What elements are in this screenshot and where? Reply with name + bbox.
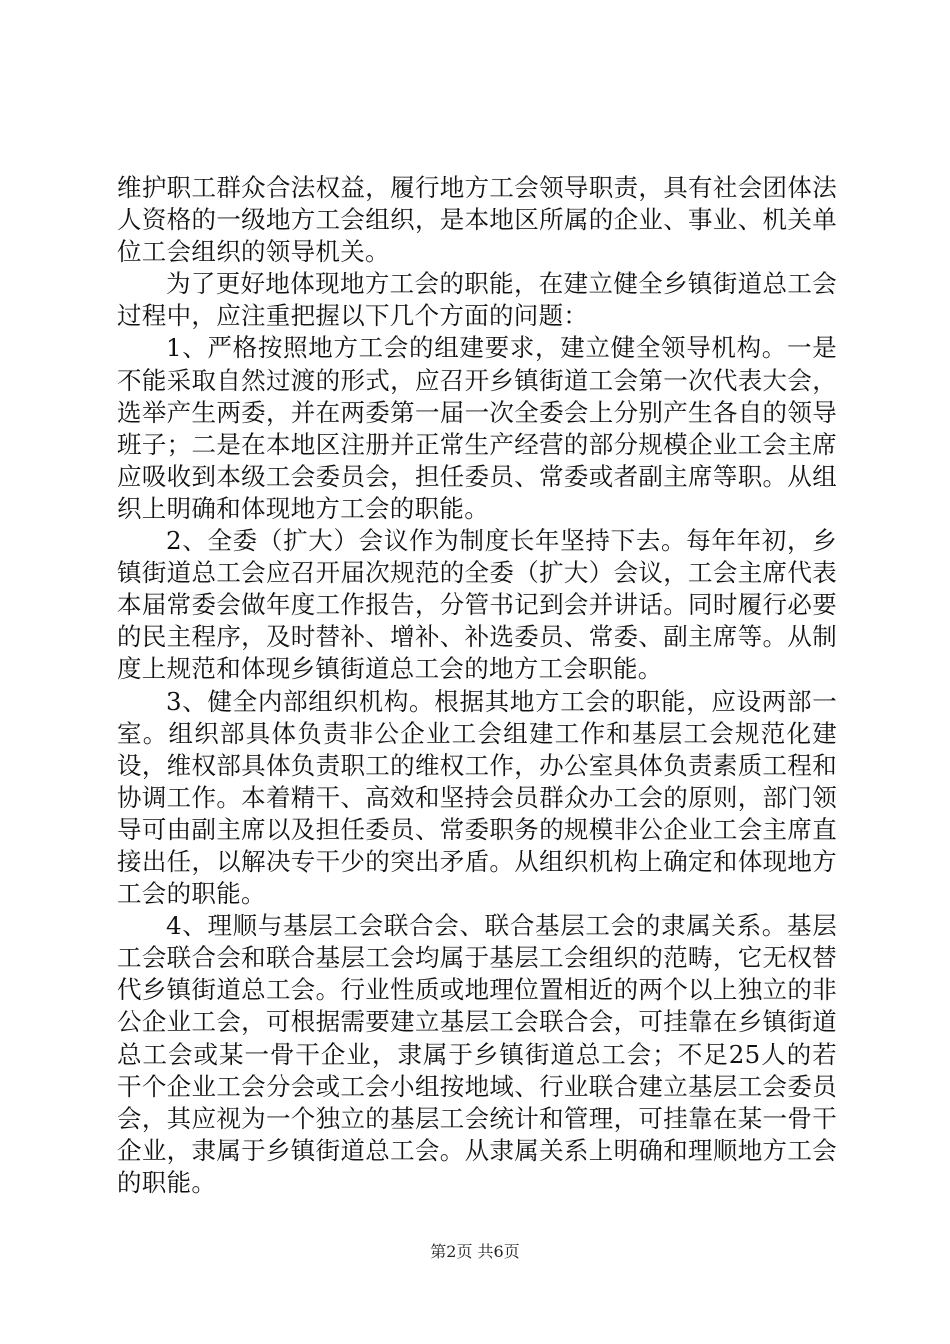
paragraph-item-3: 3、健全内部组织机构。根据其地方工会的职能，应设两部一室。组织部具体负责非公企业工会组建工作和基层工会规范化建设，维权部具体负责职工的维权工作，办公室具体负责素质工程和协调工作。本着精干、高效和坚持会员群众办工会的原则，部门领导可由副主席以及担任委员、常委职务的规模非公企业工会主席直接出任，以解决专干少的突出矛盾。从组织机构上确定和体现地方工会的职能。 [117, 686, 837, 909]
paragraph-lead: 为了更好地体现地方工会的职能，在建立健全乡镇街道总工会过程中，应注重把握以下几个方面的问题： [117, 269, 837, 331]
document-body [117, 172, 837, 1199]
paragraph-intro: 维护职工群众合法权益，履行地方工会领导职责，具有社会团体法人资格的一级地方工会组织，是本地区所属的企业、事业、机关单位工会组织的领导机关。 [117, 173, 837, 267]
page-footer: 第2页 共6页 [430, 1242, 520, 1261]
paragraph-item-2: 2、全委（扩大）会议作为制度长年坚持下去。每年年初，乡镇街道总工会应召开届次规范的全委（扩大）会议，工会主席代表本届常委会做年度工作报告，分管书记到会并讲话。同时履行必要的民主程序，及时替补、增补、补选委员、常委、副主席等。从制度上规范和体现乡镇街道总工会的地方工会职能。 [117, 526, 837, 684]
paragraph-item-1: 1、严格按照地方工会的组建要求，建立健全领导机构。一是不能采取自然过渡的形式，应召开乡镇街道工会第一次代表大会，选举产生两委，并在两委第一届一次全委会上分别产生各自的领导班子；二是在本地区注册并正常生产经营的部分规模企业工会主席应吸收到本级工会委员会，担任委员、常委或者副主席等职。从组织上明确和体现地方工会的职能。 [117, 333, 837, 523]
paragraph-item-4: 4、理顺与基层工会联合会、联合基层工会的隶属关系。基层工会联合会和联合基层工会均属于基层工会组织的范畴，它无权替代乡镇街道总工会。行业性质或地理位置相近的两个以上独立的非公企业工会，可根据需要建立基层工会联合会，可挂靠在乡镇街道总工会或某一骨干企业，隶属于乡镇街道总工会；不足25人的若干个企业工会分会或工会小组按地域、行业联合建立基层工会委员会，其应视为一个独立的基层工会统计和管理，可挂靠在某一骨干企业，隶属于乡镇街道总工会。从隶属关系上明确和理顺地方工会的职能。 [117, 911, 837, 1197]
